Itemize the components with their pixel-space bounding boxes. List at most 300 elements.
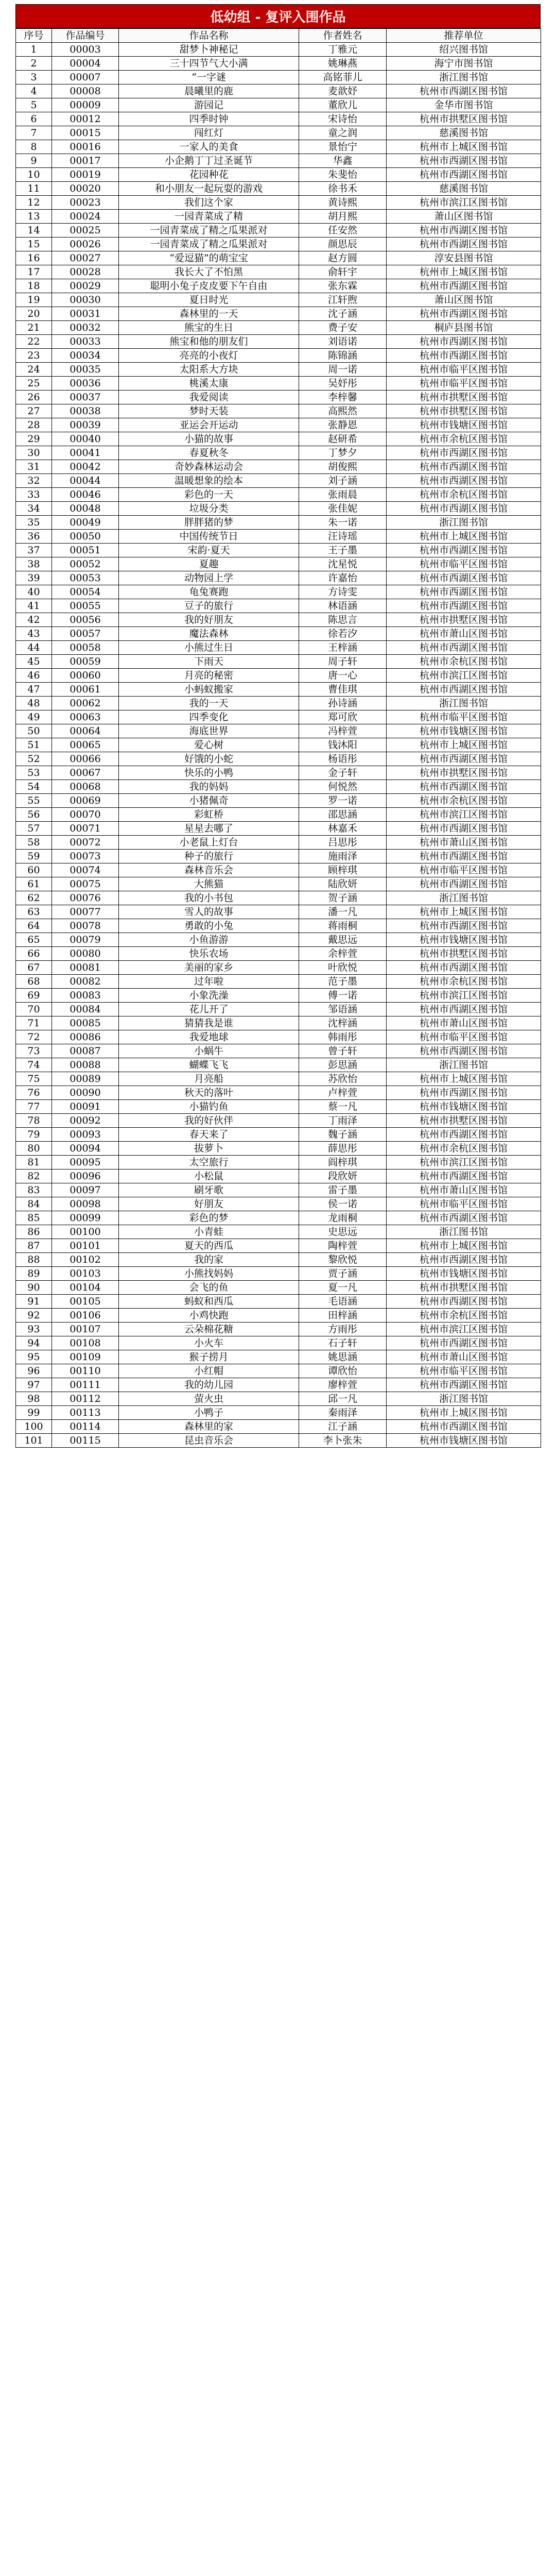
cell-index: 38 [16, 557, 52, 571]
cell-work: “一字谜 [119, 71, 299, 84]
cell-code: 00109 [52, 1350, 119, 1364]
cell-unit: 杭州市钱塘区图书馆 [387, 1434, 541, 1448]
cell-author: 汪诗瑶 [299, 530, 387, 544]
cell-work: 我爱阅读 [119, 391, 299, 404]
cell-unit: 海宁市图书馆 [387, 57, 541, 71]
cell-unit: 浙江图书馆 [387, 1225, 541, 1239]
cell-unit: 杭州市西湖区图书馆 [387, 585, 541, 599]
cell-index: 85 [16, 1211, 52, 1225]
cell-work: 海底世界 [119, 724, 299, 738]
cell-author: 周一诺 [299, 363, 387, 377]
table-row [16, 460, 541, 474]
table-row [16, 238, 541, 251]
cell-code: 00057 [52, 627, 119, 641]
table-row [16, 265, 541, 279]
cell-index: 52 [16, 752, 52, 766]
table-row [16, 1156, 541, 1170]
cell-author: 陶梓萱 [299, 1239, 387, 1253]
table-row [16, 530, 541, 544]
cell-index: 27 [16, 404, 52, 418]
cell-index: 44 [16, 641, 52, 655]
cell-work: 晨曦里的鹿 [119, 84, 299, 98]
table-row [16, 1267, 541, 1281]
cell-unit: 浙江图书馆 [387, 697, 541, 710]
cell-code: 00059 [52, 655, 119, 669]
cell-work: 一园青菜成了精 [119, 210, 299, 224]
table-row [16, 210, 541, 224]
cell-author: 童之润 [299, 126, 387, 140]
cell-code: 00111 [52, 1378, 119, 1392]
cell-code: 00080 [52, 947, 119, 961]
table-row [16, 1058, 541, 1072]
cell-index: 26 [16, 391, 52, 404]
table-row [16, 1364, 541, 1378]
cell-work: 龟兔赛跑 [119, 585, 299, 599]
cell-unit: 杭州市西湖区图书馆 [387, 460, 541, 474]
cell-index: 50 [16, 724, 52, 738]
cell-work: 小松鼠 [119, 1170, 299, 1183]
cell-code: 00078 [52, 919, 119, 933]
cell-code: 00096 [52, 1170, 119, 1183]
table-row [16, 1406, 541, 1420]
cell-index: 42 [16, 613, 52, 627]
cell-work: 刷牙歌 [119, 1183, 299, 1197]
cell-work: 森林音乐会 [119, 863, 299, 877]
cell-code: 00042 [52, 460, 119, 474]
cell-author: 余梓萱 [299, 947, 387, 961]
cell-author: 雷子墨 [299, 1183, 387, 1197]
table-row [16, 391, 541, 404]
cell-work: 会飞的鱼 [119, 1281, 299, 1295]
table-row [16, 1003, 541, 1016]
cell-unit: 浙江图书馆 [387, 1392, 541, 1406]
cell-author: 魏子涵 [299, 1128, 387, 1142]
table-row [16, 794, 541, 808]
cell-work: 小红帽 [119, 1364, 299, 1378]
cell-index: 88 [16, 1253, 52, 1267]
cell-unit: 杭州市滨江区图书馆 [387, 989, 541, 1003]
cell-work: 小蚂蚁搬家 [119, 683, 299, 697]
cell-author: 韩雨彤 [299, 1030, 387, 1044]
cell-author: 丁雅元 [299, 43, 387, 57]
cell-index: 63 [16, 905, 52, 919]
table-row [16, 1281, 541, 1295]
cell-work: 夏天的西瓜 [119, 1239, 299, 1253]
cell-code: 00108 [52, 1336, 119, 1350]
table-row [16, 683, 541, 697]
table-row [16, 432, 541, 446]
cell-author: 潘一凡 [299, 905, 387, 919]
cell-code: 00048 [52, 502, 119, 516]
cell-index: 97 [16, 1378, 52, 1392]
cell-index: 68 [16, 975, 52, 989]
cell-code: 00061 [52, 683, 119, 697]
cell-unit: 杭州市滨江区图书馆 [387, 808, 541, 822]
table-row [16, 863, 541, 877]
cell-author: 江轩煦 [299, 293, 387, 307]
cell-unit: 杭州市西湖区图书馆 [387, 279, 541, 293]
cell-work: 我长大了不怕黑 [119, 265, 299, 279]
cell-code: 00025 [52, 224, 119, 238]
cell-index: 55 [16, 794, 52, 808]
cell-code: 00033 [52, 335, 119, 349]
table-row [16, 1128, 541, 1142]
cell-author: 叶欣悦 [299, 961, 387, 975]
cell-unit: 杭州市西湖区图书馆 [387, 84, 541, 98]
table-row [16, 418, 541, 432]
cell-unit: 杭州市余杭区图书馆 [387, 488, 541, 502]
cell-author: 谭欣怡 [299, 1364, 387, 1378]
cell-code: 00044 [52, 474, 119, 488]
cell-work: 春天来了 [119, 1128, 299, 1142]
cell-author: 杨语彤 [299, 752, 387, 766]
cell-work: 小鸭子 [119, 1406, 299, 1420]
cell-index: 54 [16, 780, 52, 794]
cell-code: 00081 [52, 961, 119, 975]
table-row [16, 516, 541, 530]
cell-work: 小猫的故事 [119, 432, 299, 446]
cell-index: 71 [16, 1016, 52, 1030]
table-row [16, 98, 541, 112]
cell-work: 秋天的落叶 [119, 1086, 299, 1100]
table-row [16, 557, 541, 571]
table-row [16, 947, 541, 961]
table-row [16, 1072, 541, 1086]
cell-author: 侯一诺 [299, 1197, 387, 1211]
cell-index: 76 [16, 1086, 52, 1100]
cell-index: 72 [16, 1030, 52, 1044]
table-row [16, 1030, 541, 1044]
cell-unit: 杭州市上城区图书馆 [387, 530, 541, 544]
cell-author: 沈子涵 [299, 307, 387, 321]
cell-author: 胡俊熙 [299, 460, 387, 474]
cell-work: 云朵棉花糖 [119, 1323, 299, 1336]
cell-unit: 杭州市西湖区图书馆 [387, 641, 541, 655]
cell-unit: 杭州市钱塘区图书馆 [387, 1267, 541, 1281]
cell-work: 快乐农场 [119, 947, 299, 961]
table-row [16, 919, 541, 933]
cell-work: 亚运会开运动 [119, 418, 299, 432]
cell-work: 梦时天装 [119, 404, 299, 418]
cell-work: 甜梦卜神秘记 [119, 43, 299, 57]
cell-author: 陆欣妍 [299, 877, 387, 891]
cell-index: 19 [16, 293, 52, 307]
cell-index: 82 [16, 1170, 52, 1183]
cell-author: 方诗雯 [299, 585, 387, 599]
table-row [16, 126, 541, 140]
cell-author: 刘子涵 [299, 474, 387, 488]
table-row [16, 891, 541, 905]
cell-author: 赵研希 [299, 432, 387, 446]
cell-index: 93 [16, 1323, 52, 1336]
cell-unit: 杭州市临平区图书馆 [387, 557, 541, 571]
cell-work: 桃溪太康 [119, 377, 299, 391]
cell-unit: 杭州市西湖区图书馆 [387, 1044, 541, 1058]
cell-unit: 杭州市萧山区图书馆 [387, 1016, 541, 1030]
cell-author: 张佳妮 [299, 502, 387, 516]
cell-work: 宋韵·夏天 [119, 544, 299, 557]
cell-index: 53 [16, 766, 52, 780]
cell-work: 昆虫音乐会 [119, 1434, 299, 1448]
cell-author: 麦歆妤 [299, 84, 387, 98]
cell-unit: 慈溪图书馆 [387, 126, 541, 140]
cell-index: 83 [16, 1183, 52, 1197]
cell-unit: 杭州市余杭区图书馆 [387, 794, 541, 808]
cell-code: 00092 [52, 1114, 119, 1128]
column-header-unit: 推荐单位 [387, 29, 541, 43]
cell-index: 56 [16, 808, 52, 822]
cell-unit: 杭州市拱墅区图书馆 [387, 404, 541, 418]
cell-work: 亮亮的小夜灯 [119, 349, 299, 363]
cell-author: 阎梓琪 [299, 1156, 387, 1170]
table-row [16, 710, 541, 724]
table-row [16, 766, 541, 780]
cell-unit: 杭州市拱墅区图书馆 [387, 1114, 541, 1128]
cell-unit: 杭州市西湖区图书馆 [387, 780, 541, 794]
table-row [16, 933, 541, 947]
cell-code: 00028 [52, 265, 119, 279]
cell-code: 00107 [52, 1323, 119, 1336]
cell-work: 猴子捞月 [119, 1350, 299, 1364]
cell-code: 00090 [52, 1086, 119, 1100]
cell-work: 一家人的美食 [119, 140, 299, 154]
cell-unit: 杭州市滨江区图书馆 [387, 196, 541, 210]
cell-work: 动物园上学 [119, 571, 299, 585]
cell-author: 姚琳燕 [299, 57, 387, 71]
cell-code: 00076 [52, 891, 119, 905]
cell-unit: 杭州市西湖区图书馆 [387, 544, 541, 557]
cell-unit: 杭州市西湖区图书馆 [387, 168, 541, 182]
cell-code: 00095 [52, 1156, 119, 1170]
cell-work: 熊宝的生日 [119, 321, 299, 335]
cell-author: 周子轩 [299, 655, 387, 669]
table-row [16, 335, 541, 349]
cell-author: 林语涵 [299, 599, 387, 613]
cell-work: 奇妙森林运动会 [119, 460, 299, 474]
cell-code: 00040 [52, 432, 119, 446]
cell-index: 24 [16, 363, 52, 377]
cell-code: 00114 [52, 1420, 119, 1434]
cell-work: 下雨天 [119, 655, 299, 669]
cell-index: 23 [16, 349, 52, 363]
cell-author: 俞轩宇 [299, 265, 387, 279]
cell-index: 80 [16, 1142, 52, 1156]
table-row [16, 57, 541, 71]
cell-index: 65 [16, 933, 52, 947]
table-row [16, 836, 541, 850]
cell-author: 蒋雨桐 [299, 919, 387, 933]
cell-code: 00030 [52, 293, 119, 307]
cell-code: 00101 [52, 1239, 119, 1253]
cell-work: 大熊猫 [119, 877, 299, 891]
table-row [16, 905, 541, 919]
cell-work: 拔萝卜 [119, 1142, 299, 1156]
cell-unit: 杭州市临平区图书馆 [387, 1030, 541, 1044]
cell-index: 9 [16, 154, 52, 168]
cell-work: 小象洗澡 [119, 989, 299, 1003]
cell-work: 小熊找妈妈 [119, 1267, 299, 1281]
cell-work: “爱逗猫”的萌宝宝 [119, 251, 299, 265]
table-row [16, 641, 541, 655]
cell-code: 00036 [52, 377, 119, 391]
cell-unit: 杭州市西湖区图书馆 [387, 1211, 541, 1225]
cell-index: 79 [16, 1128, 52, 1142]
cell-index: 89 [16, 1267, 52, 1281]
cell-unit: 杭州市上城区图书馆 [387, 265, 541, 279]
table-row [16, 1253, 541, 1267]
cell-unit: 杭州市临平区图书馆 [387, 363, 541, 377]
cell-author: 张雨晨 [299, 488, 387, 502]
cell-work: 我的小书包 [119, 891, 299, 905]
cell-code: 00097 [52, 1183, 119, 1197]
cell-author: 吴妤彤 [299, 377, 387, 391]
cell-code: 00015 [52, 126, 119, 140]
cell-code: 00053 [52, 571, 119, 585]
cell-code: 00046 [52, 488, 119, 502]
cell-code: 00093 [52, 1128, 119, 1142]
cell-author: 宋诗怡 [299, 112, 387, 126]
cell-work: 萤火虫 [119, 1392, 299, 1406]
cell-index: 73 [16, 1044, 52, 1058]
cell-work: 小火车 [119, 1336, 299, 1350]
table-header-row [16, 29, 541, 43]
cell-code: 00104 [52, 1281, 119, 1295]
cell-author: 费子安 [299, 321, 387, 335]
cell-index: 49 [16, 710, 52, 724]
cell-unit: 杭州市钱塘区图书馆 [387, 724, 541, 738]
cell-author: 蔡一凡 [299, 1100, 387, 1114]
cell-code: 00070 [52, 808, 119, 822]
cell-index: 17 [16, 265, 52, 279]
cell-unit: 杭州市西湖区图书馆 [387, 224, 541, 238]
cell-unit: 杭州市西湖区图书馆 [387, 1170, 541, 1183]
cell-code: 00035 [52, 363, 119, 377]
table-row [16, 1044, 541, 1058]
cell-author: 江子涵 [299, 1420, 387, 1434]
cell-author: 苏欣怡 [299, 1072, 387, 1086]
cell-work: 种子的旅行 [119, 850, 299, 863]
cell-index: 59 [16, 850, 52, 863]
table-row [16, 599, 541, 613]
cell-index: 34 [16, 502, 52, 516]
cell-work: 温暖想象的绘本 [119, 474, 299, 488]
table-row [16, 1434, 541, 1448]
cell-code: 00012 [52, 112, 119, 126]
table-row [16, 307, 541, 321]
cell-index: 8 [16, 140, 52, 154]
cell-author: 何悦然 [299, 780, 387, 794]
cell-unit: 杭州市西湖区图书馆 [387, 1378, 541, 1392]
table-row [16, 724, 541, 738]
cell-unit: 杭州市西湖区图书馆 [387, 919, 541, 933]
table-row [16, 251, 541, 265]
cell-work: 一园青菜成了精之瓜果派对 [119, 238, 299, 251]
cell-code: 00067 [52, 766, 119, 780]
cell-unit: 杭州市西湖区图书馆 [387, 752, 541, 766]
cell-code: 00085 [52, 1016, 119, 1030]
cell-work: 彩虹桥 [119, 808, 299, 822]
cell-author: 华鑫 [299, 154, 387, 168]
cell-work: 星星去哪了 [119, 822, 299, 836]
cell-code: 00023 [52, 196, 119, 210]
cell-unit: 杭州市西湖区图书馆 [387, 1003, 541, 1016]
cell-author: 石子轩 [299, 1336, 387, 1350]
cell-work: 我的家 [119, 1253, 299, 1267]
cell-unit: 杭州市拱墅区图书馆 [387, 391, 541, 404]
cell-unit: 淳安县图书馆 [387, 251, 541, 265]
cell-index: 64 [16, 919, 52, 933]
document-sheet [15, 4, 541, 1448]
cell-index: 94 [16, 1336, 52, 1350]
cell-work: 小蜗牛 [119, 1044, 299, 1058]
cell-index: 35 [16, 516, 52, 530]
cell-unit: 杭州市西湖区图书馆 [387, 822, 541, 836]
table-row [16, 43, 541, 57]
cell-index: 67 [16, 961, 52, 975]
table-row [16, 196, 541, 210]
cell-code: 00003 [52, 43, 119, 57]
cell-unit: 杭州市西湖区图书馆 [387, 1420, 541, 1434]
cell-unit: 杭州市滨江区图书馆 [387, 669, 541, 683]
cell-unit: 杭州市临平区图书馆 [387, 863, 541, 877]
cell-unit: 杭州市西湖区图书馆 [387, 1253, 541, 1267]
cell-work: 胖胖猪的梦 [119, 516, 299, 530]
cell-work: 彩色的梦 [119, 1211, 299, 1225]
table-row [16, 808, 541, 822]
cell-index: 3 [16, 71, 52, 84]
table-row [16, 446, 541, 460]
table-row [16, 363, 541, 377]
cell-index: 47 [16, 683, 52, 697]
cell-index: 28 [16, 418, 52, 432]
cell-author: 高熙然 [299, 404, 387, 418]
cell-index: 81 [16, 1156, 52, 1170]
cell-unit: 杭州市上城区图书馆 [387, 738, 541, 752]
cell-unit: 杭州市西湖区图书馆 [387, 502, 541, 516]
cell-author: 田梓涵 [299, 1309, 387, 1323]
cell-index: 1 [16, 43, 52, 57]
table-row [16, 1336, 541, 1350]
table-row [16, 1225, 541, 1239]
cell-work: 爱心树 [119, 738, 299, 752]
table-row [16, 669, 541, 683]
cell-index: 6 [16, 112, 52, 126]
cell-index: 75 [16, 1072, 52, 1086]
cell-work: 小鱼游游 [119, 933, 299, 947]
cell-code: 00082 [52, 975, 119, 989]
table-row [16, 877, 541, 891]
cell-author: 曾子轩 [299, 1044, 387, 1058]
cell-code: 00086 [52, 1030, 119, 1044]
cell-code: 00037 [52, 391, 119, 404]
cell-code: 00029 [52, 279, 119, 293]
cell-index: 40 [16, 585, 52, 599]
cell-author: 李梓馨 [299, 391, 387, 404]
cell-unit: 杭州市余杭区图书馆 [387, 1142, 541, 1156]
cell-work: 小企鹅丁丁过圣诞节 [119, 154, 299, 168]
cell-author: 林嘉禾 [299, 822, 387, 836]
cell-index: 11 [16, 182, 52, 196]
cell-code: 00103 [52, 1267, 119, 1281]
cell-work: 垃圾分类 [119, 502, 299, 516]
cell-code: 00031 [52, 307, 119, 321]
cell-work: 小老鼠上灯台 [119, 836, 299, 850]
cell-code: 00112 [52, 1392, 119, 1406]
cell-work: 花儿开了 [119, 1003, 299, 1016]
cell-author: 卢梓萱 [299, 1086, 387, 1100]
cell-unit: 萧山区图书馆 [387, 210, 541, 224]
cell-author: 朱斐怡 [299, 168, 387, 182]
